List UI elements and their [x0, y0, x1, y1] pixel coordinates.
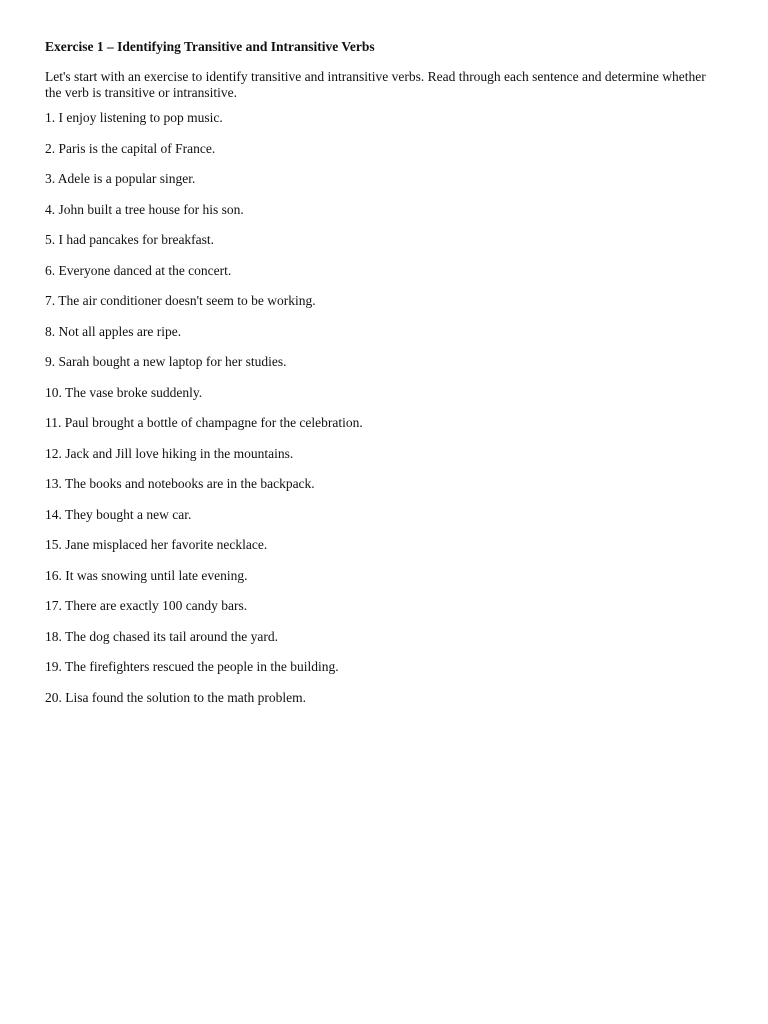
- sentence-item: 8. Not all apples are ripe.: [45, 323, 182, 339]
- sentence-item: 11. Paul brought a bottle of champagne for the celebration.: [45, 415, 363, 430]
- sentence-item: 1. I enjoy listening to pop music.: [45, 110, 223, 125]
- sentence-item: 5. I had pancakes for breakfast.: [45, 232, 215, 247]
- sentence-item: 17. There are exactly 100 candy bars.: [45, 598, 248, 613]
- exercise-instructions: Let's start with an exercise to identify transitive and intransitive verbs. Read through each sentence and determine whether the verb is transitive or intransitive.: [45, 69, 706, 100]
- sentence-item: 4. John built a tree house for his son.: [45, 201, 244, 217]
- document-page: [45, 38, 725, 720]
- sentence-item: 18. The dog chased its tail around the yard.: [45, 628, 278, 644]
- sentence-item: 20. Lisa found the solution to the math problem.: [45, 689, 306, 705]
- sentence-item: 6. Everyone danced at the concert.: [45, 262, 232, 278]
- sentence-item: 16. It was snowing until late evening.: [45, 567, 248, 583]
- sentence-item: 9. Sarah bought a new laptop for her studies.: [45, 354, 287, 369]
- sentence-item: 19. The firefighters rescued the people in the building.: [45, 659, 339, 674]
- sentence-item: 2. Paris is the capital of France.: [45, 140, 216, 156]
- sentence-item: 14. They bought a new car.: [45, 506, 192, 522]
- sentence-list: [45, 110, 725, 720]
- sentence-item: 10. The vase broke suddenly.: [45, 384, 203, 400]
- sentence-item: 15. Jane misplaced her favorite necklace.: [45, 537, 268, 552]
- sentence-item: 12. Jack and Jill love hiking in the mountains.: [45, 445, 294, 461]
- sentence-item: 13. The books and notebooks are in the backpack.: [45, 476, 315, 491]
- sentence-item: 3. Adele is a popular singer.: [45, 171, 196, 186]
- exercise-title: Exercise 1 – Identifying Transitive and Intransitive Verbs: [45, 39, 375, 54]
- sentence-item: 7. The air conditioner doesn't seem to be working.: [45, 293, 316, 308]
